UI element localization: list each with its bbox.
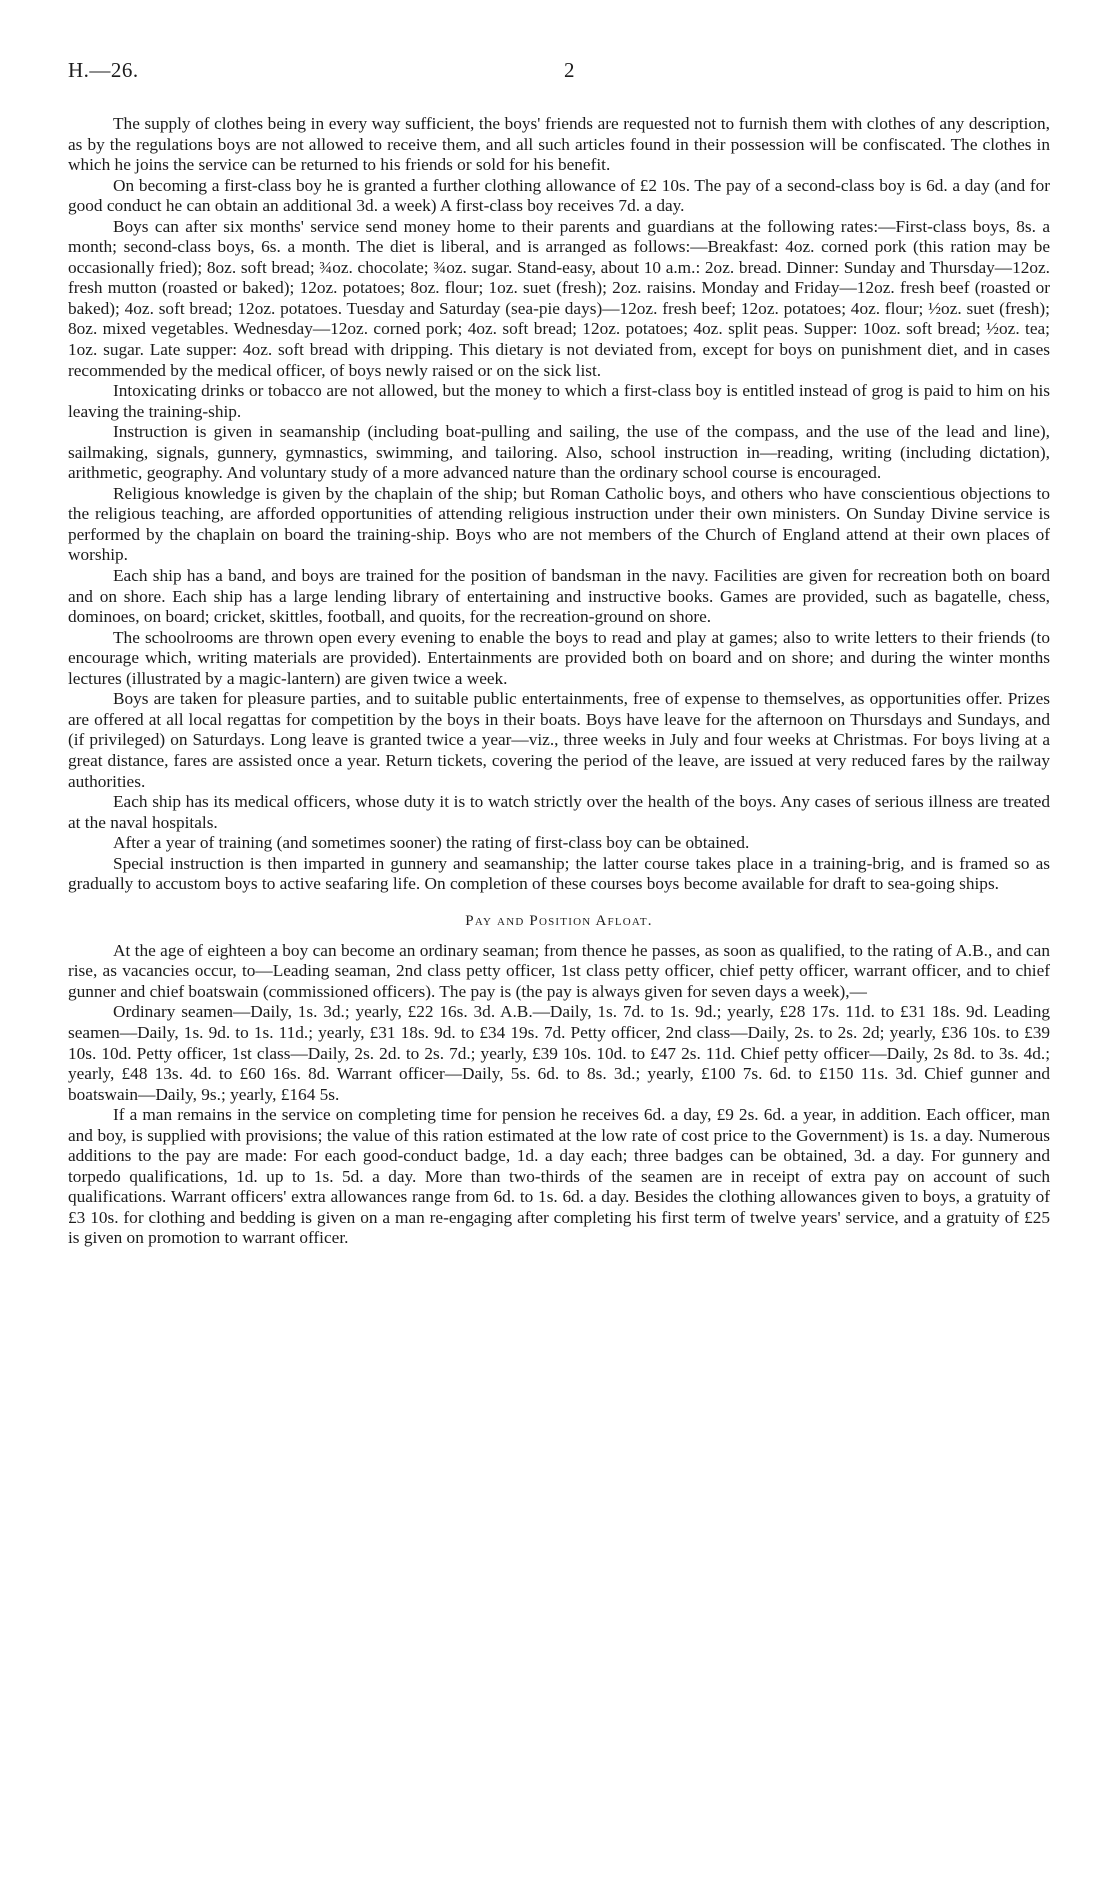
paragraph-first-class-rating: After a year of training (and sometimes sooner) the rating of first-class boy can be obtained. (113, 833, 750, 853)
paragraph-pay-rates: Ordinary seamen—Daily, 1s. 3d.; yearly, £22 16s. 3d. A.B.—Daily, 1s. 7d. to 1s. 9d.; yearly, £28 17s. 11d. to £31 18s. 9d. Leading seamen—Daily, 1s. 9d. to 1s. 11d.; yearly, £31 18s. 9d. to £34 19s. 7d. Petty officer, 2nd class—Daily, 2s. to 2s. 2d; yearly, £36 10s. to £39 10s. 10d. Petty officer, 1st class—Daily, 2s. 2d. to 2s. 7d.; yearly, £39 10s. 10d. to £47 2s. 11d. Chief petty officer—Daily, 2s 8d. to 3s. 4d.; yearly, £48 13s. 4d. to £60 16s. 8d. Warrant officer—Daily, 5s. 6d. to 8s. 3d.; yearly, £100 7s. 6d. to £150 11s. 3d. Chief gunner and boatswain—Daily, 9s.; yearly, £164 5s. (68, 1002, 1050, 1104)
paragraph-pension-and-allowances: If a man remains in the service on completing time for pension he receives 6d. a day, £9 2s. 6d. a year, in addition. Each officer, man and boy, is supplied with provisions; the value of this ration estimated at the low rate of cost price to the Government) is 1s. a day. Numerous additions to the pay are made: For each good-conduct badge, 1d. a day each; three badges can be obtained, 3d. a day. For gunnery and torpedo qualifications, 1d. up to 1s. 5d. a day. More than two-thirds of the seamen are in receipt of extra pay on account of such qualifications. Warrant officers' extra allowances range from 6d. to 1s. 6d. a day. Besides the clothing allowances given to boys, a gratuity of £3 10s. for clothing and bedding is given on a man re-engaging after completing his first term of twelve years' service, and a gratuity of £25 is given on promotion to warrant officer. (68, 1105, 1050, 1248)
document-reference: H.—26. (68, 58, 139, 82)
paragraph-intoxicating-drinks: Intoxicating drinks or tobacco are not allowed, but the money to which a first-class boy is entitled instead of grog is paid to him on his leaving the training-ship. (68, 381, 1050, 421)
paragraph-religious-knowledge: Religious knowledge is given by the chaplain of the ship; but Roman Catholic boys, and others who have conscientious objections to the religious teaching, are afforded opportunities of attending religious instruction under their own ministers. On Sunday Divine service is performed by the chaplain on board the training-ship. Boys who are not members of the Church of England attend at their own places of worship. (68, 483, 1050, 565)
paragraph-clothes-supply: The supply of clothes being in every way sufficient, the boys' friends are requested not to furnish them with clothes of any description, as by the regulations boys are not allowed to receive them, and all such articles found in their possession will be confiscated. The clothes in which he joins the service can be returned to his friends or sold for his benefit. (68, 114, 1050, 175)
paragraph-ordinary-seaman: At the age of eighteen a boy can become an ordinary seaman; from thence he passes, as soon as qualified, to the rating of A.B., and can rise, as vacancies occur, to—Leading seaman, 2nd class petty officer, 1st class petty officer, chief petty officer, warrant officer, and to chief gunner and chief boatswain (commissioned officers). The pay is (the pay is always given for seven days a week),— (68, 940, 1050, 1001)
paragraph-money-and-diet: Boys can after six months' service send money home to their parents and guardians at the following rates:—First-class boys, 8s. a month; second-class boys, 6s. a month. The diet is liberal, and is arranged as follows:—Breakfast: 4oz. corned pork (this ration may be occasionally fried); 8oz. soft bread; ¾oz. chocolate; ¾oz. sugar. Stand-easy, about 10 a.m.: 2oz. bread. Dinner: Sunday and Thursday—12oz. fresh mutton (roasted or baked); 12oz. potatoes; 8oz. flour; 1oz. suet (fresh); 2oz. raisins. Monday and Friday—12oz. fresh beef (roasted or baked); 4oz. soft bread; 12oz. potatoes. Tuesday and Saturday (sea-pie days)—12oz. fresh beef; 12oz. potatoes; 4oz. flour; ½oz. suet (fresh); 8oz. mixed vegetables. Wednesday—12oz. corned pork; 4oz. soft bread; 12oz. potatoes; 4oz. split peas. Supper: 10oz. soft bread; ½oz. tea; 1oz. sugar. Late supper: 4oz. soft bread with dripping. This dietary is not deviated from, except for boys on punishment diet, and in cases recommended by the medical officer, of boys newly raised or on the sick list. (68, 216, 1050, 380)
paragraph-schoolrooms: The schoolrooms are thrown open every evening to enable the boys to read and play at games; also to write letters to their friends (to encourage which, writing materials are provided). Entertainments are provided both on board and on shore; and during the winter months lectures (illustrated by a magic-lantern) are given twice a week. (68, 627, 1050, 688)
page-header (68, 58, 1048, 88)
paragraph-pleasure-parties: Boys are taken for pleasure parties, and to suitable public entertainments, free of expense to themselves, as opportunities offer. Prizes are offered at all local regattas for competition by the boys in their boats. Boys have leave for the afternoon on Thursdays and Sundays, and (if privileged) on Saturdays. Long leave is granted twice a year—viz., three weeks in July and four weeks at Christmas. For boys living at a great distance, fares are assisted once a year. Return tickets, covering the period of the leave, are issued at very reduced fares by the railway authorities. (68, 689, 1050, 791)
page-number: 2 (564, 58, 575, 82)
document-body (68, 114, 1050, 1249)
paragraph-instruction: Instruction is given in seamanship (including boat-pulling and sailing, the use of the compass, and the use of the lead and line), sailmaking, signals, gunnery, gymnastics, swimming, and tailoring. Also, school instruction in—reading, writing (including dictation), arithmetic, geography. And voluntary study of a more advanced nature than the ordinary school course is encouraged. (68, 422, 1050, 483)
paragraph-band-and-recreation: Each ship has a band, and boys are trained for the position of bandsman in the navy. Facilities are given for recreation both on board and on shore. Each ship has a large lending library of entertaining and instructive books. Games are provided, such as bagatelle, chess, dominoes, on board; cricket, skittles, football, and quoits, for the recreation-ground on shore. (68, 566, 1050, 627)
paragraph-clothing-allowance: On becoming a first-class boy he is granted a further clothing allowance of £2 10s. The pay of a second-class boy is 6d. a day (and for good conduct he can obtain an additional 3d. a week) A first-class boy receives 7d. a day. (68, 175, 1050, 216)
paragraph-special-instruction: Special instruction is then imparted in gunnery and seamanship; the latter course takes place in a training-brig, and is framed so as gradually to accustom boys to active seafaring life. On completion of these courses boys become available for draft to sea-going ships. (68, 853, 1050, 894)
section-heading: Pay and Position Afloat. (465, 912, 653, 929)
paragraph-medical-officers: Each ship has its medical officers, whose duty it is to watch strictly over the health of the boys. Any cases of serious illness are treated at the naval hospitals. (68, 792, 1050, 832)
